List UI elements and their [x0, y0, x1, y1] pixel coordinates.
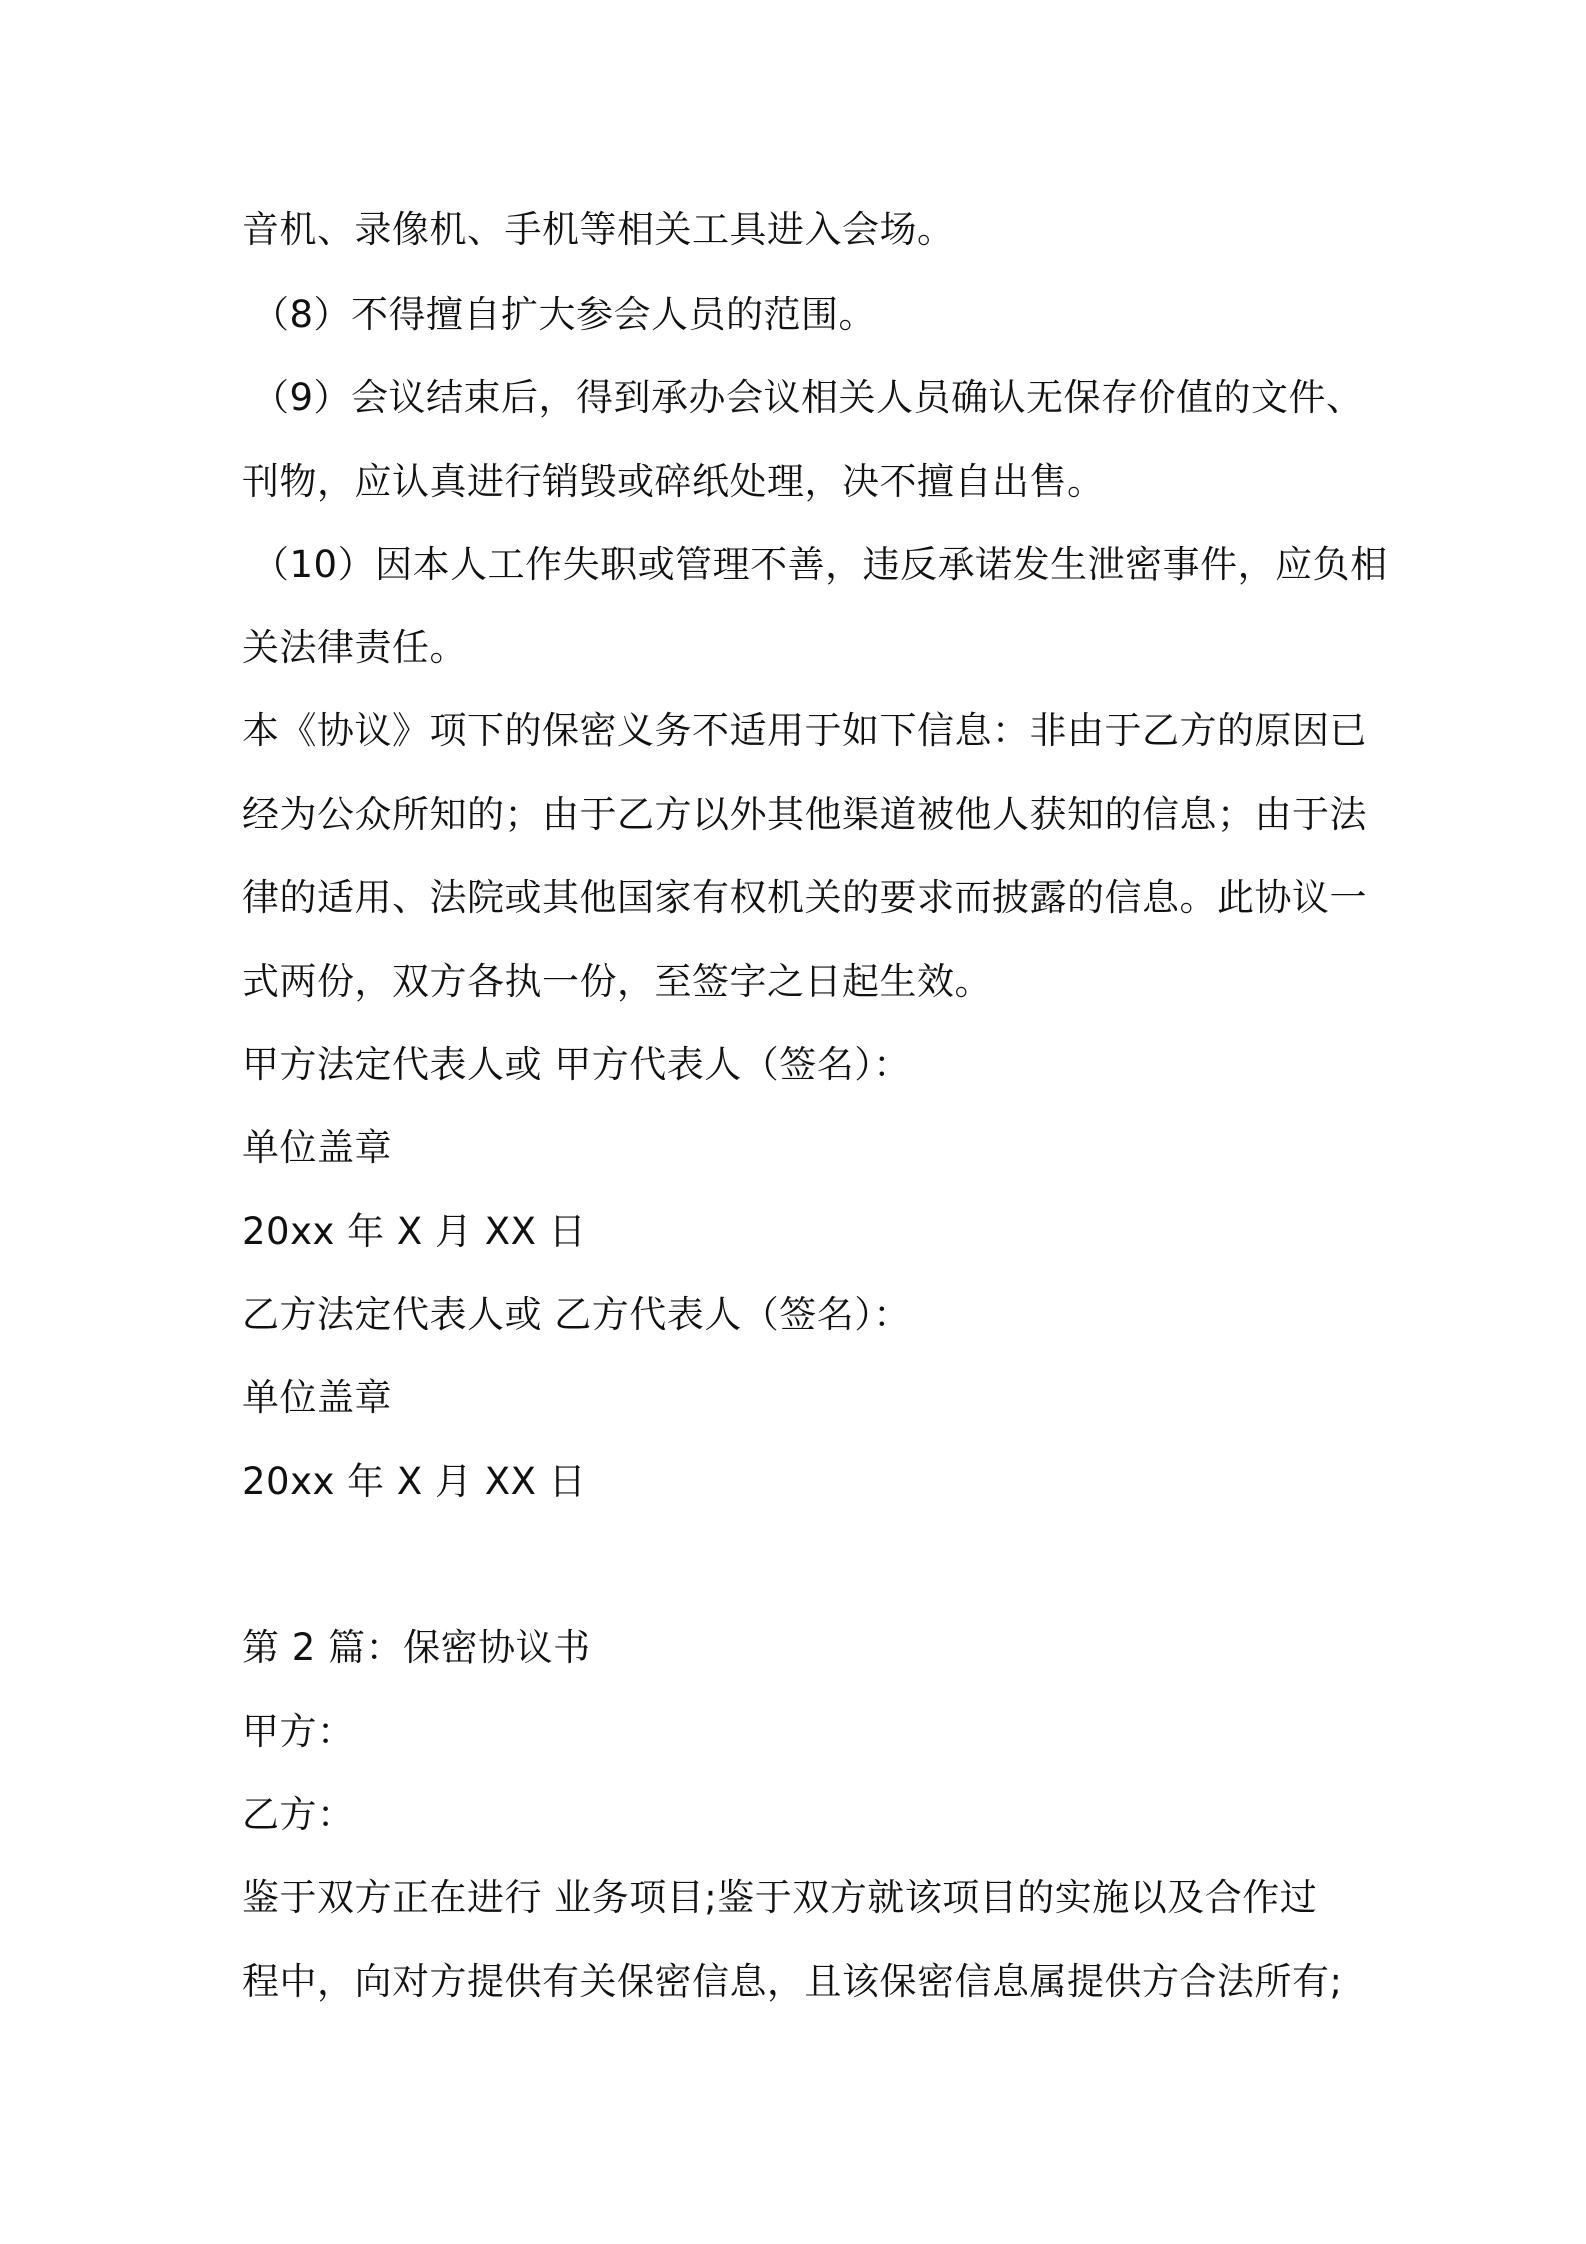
list-item-9: （9）会议结束后，得到承办会议相关人员确认无保存价值的文件、 — [252, 376, 1364, 419]
list-item-10: （10）因本人工作失职或管理不善，违反承诺发生泄密事件，应负相 — [252, 543, 1388, 586]
text-line: 律的适用、法院或其他国家有权机关的要求而披露的信息。此协议一 — [242, 876, 1367, 919]
party-a-seal-label: 单位盖章 — [242, 1126, 392, 1169]
party-a-date: 20xx 年 X 月 XX 日 — [242, 1210, 587, 1253]
party-a-label: 甲方： — [242, 1710, 355, 1753]
party-a-signature-line: 甲方法定代表人或 甲方代表人（签名）： — [242, 1043, 911, 1086]
section-heading: 第 2 篇：保密协议书 — [242, 1626, 591, 1669]
text-line: 式两份，双方各执一份，至签字之日起生效。 — [242, 960, 992, 1003]
text-line: 音机、录像机、手机等相关工具进入会场。 — [242, 208, 955, 251]
text-line: 本《协议》项下的保密义务不适用于如下信息：非由于乙方的原因已 — [242, 709, 1367, 752]
text-line: 刊物，应认真进行销毁或碎纸处理，决不擅自出售。 — [242, 460, 1105, 503]
party-b-label: 乙方： — [242, 1793, 355, 1836]
text-line: 鉴于双方正在进行 业务项目;鉴于双方就该项目的实施以及合作过 — [242, 1876, 1318, 1919]
party-b-seal-label: 单位盖章 — [242, 1376, 392, 1419]
text-line: 程中，向对方提供有关保密信息，且该保密信息属提供方合法所有; — [242, 1960, 1343, 2003]
list-item-8: （8）不得擅自扩大参会人员的范围。 — [252, 293, 877, 336]
text-line: 关法律责任。 — [242, 626, 467, 669]
text-line: 经为公众所知的；由于乙方以外其他渠道被他人获知的信息；由于法 — [242, 793, 1367, 836]
party-b-signature-line: 乙方法定代表人或 乙方代表人（签名）： — [242, 1293, 911, 1336]
party-b-date: 20xx 年 X 月 XX 日 — [242, 1460, 587, 1503]
